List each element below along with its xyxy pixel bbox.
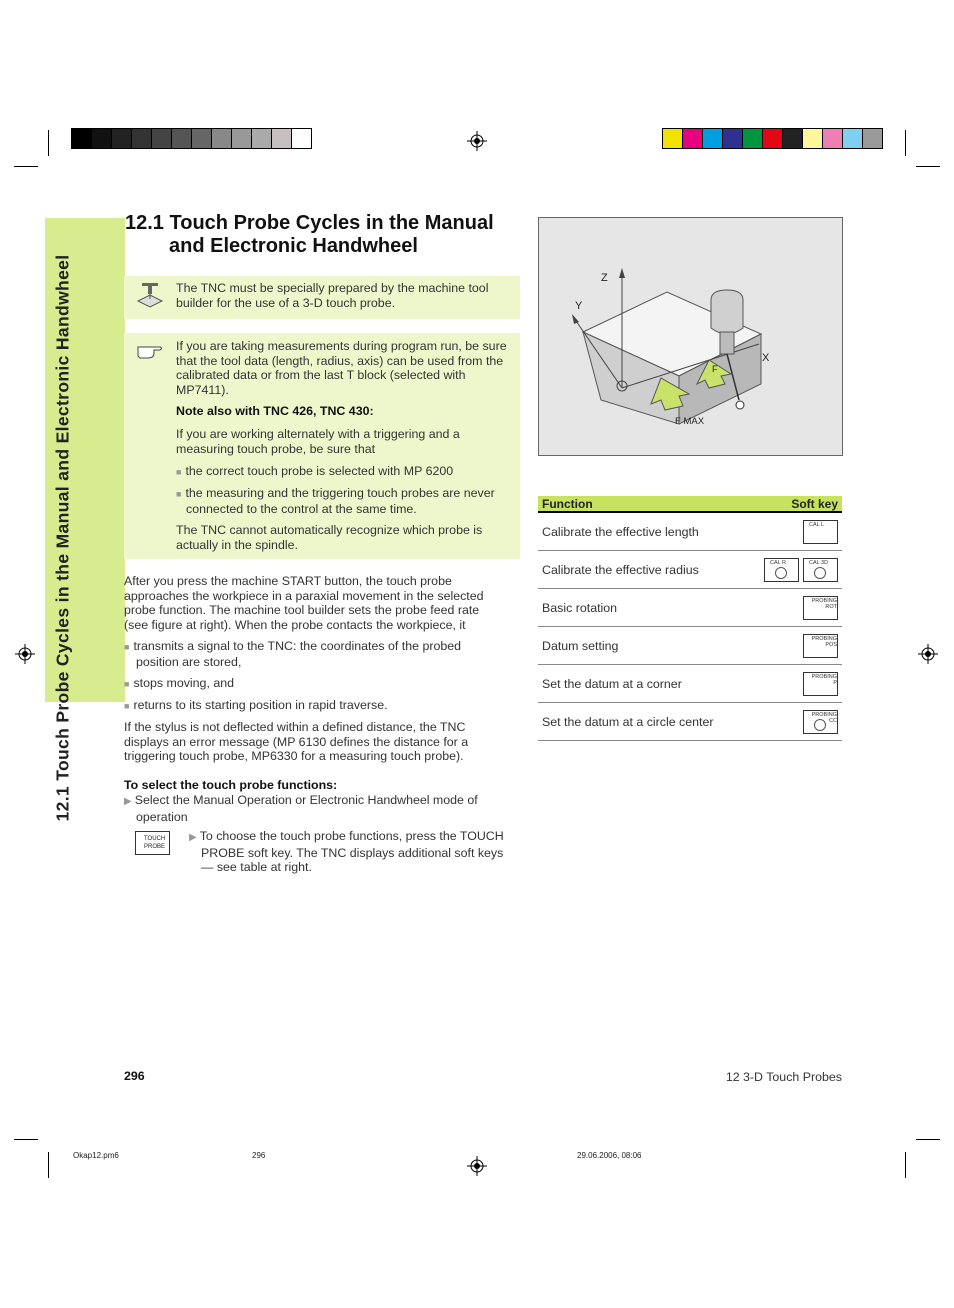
chapter-footer: 12 3-D Touch Probes [725,1070,842,1084]
calibration-swatch [743,129,762,148]
calibration-swatch [763,129,782,148]
crop-mark [14,166,38,167]
list-item: ■ transmits a signal to the TNC: the coordinates of the probed position are stored, [124,639,462,669]
calibration-swatch [192,129,211,148]
calibration-swatch [863,129,882,148]
page-number: 296 [124,1069,145,1083]
crop-mark [48,1152,49,1178]
crop-mark [916,1139,940,1140]
list-item: ■ returns to its starting position in rapid traverse. [124,698,388,712]
probing-corner-softkey[interactable]: PROBING P [803,672,838,696]
calibration-swatch [783,129,802,148]
function-cell: Datum setting [538,627,744,665]
note-heading: Note also with TNC 426, TNC 430: [176,404,374,418]
hand-note-box [124,333,520,559]
touch-probe-figure [538,217,843,456]
axis-label-x: X [762,352,770,364]
step-item: ▶ Select the Manual Operation or Electronic Handwheel mode of operation [124,793,478,824]
calibration-swatch [803,129,822,148]
note-text: If you are working alternately with a triggering and a measuring touch probe, be sure that [176,427,460,456]
axis-label-z: Z [601,272,608,284]
calibration-swatch [72,129,91,148]
touch-probe-machine-icon [136,281,164,309]
probing-circle-softkey[interactable]: PROBING CC [803,710,838,734]
calibration-swatch [112,129,131,148]
table-row [538,551,842,589]
probing-pos-softkey[interactable]: PROBING POS [803,634,838,658]
slug-page: 296 [252,1151,266,1160]
calibration-swatch [232,129,251,148]
function-cell: Calibrate the effective length [538,512,744,551]
touch-probe-softkey[interactable]: TOUCH PROBE [135,831,170,855]
calibration-swatch [843,129,862,148]
machine-note-text: The TNC must be specially prepared by the machine tool builder for the use of a 3-D touch probe. [176,281,489,310]
table-row [538,665,842,703]
function-cell: Basic rotation [538,589,744,627]
list-item: ■ the measuring and the triggering touch probes are never connected to the control at the same time. [176,486,495,516]
body-paragraph: If the stylus is not deflected within a defined distance, the TNC displays an error message (MP 6130 defines the distance for a triggering touch probe, MP6330 for a measuring touch probe). [124,720,469,764]
softkey-table [538,496,842,741]
note-closing: The TNC cannot automatically recognize which probe is actually in the spindle. [176,523,483,552]
cal-radius-softkey[interactable]: CAL R [764,558,799,582]
probing-rot-softkey[interactable]: PROBING ROT [803,596,838,620]
pointing-hand-icon [136,341,164,361]
crop-mark [905,130,906,156]
table-row [538,512,842,551]
cal-length-softkey[interactable]: CAL L [803,520,838,544]
calibration-swatch [152,129,171,148]
feed-label: F [712,364,718,374]
calibration-swatch [252,129,271,148]
function-cell: Set the datum at a circle center [538,703,744,741]
calibration-swatch [172,129,191,148]
cal-3d-softkey[interactable]: CAL 3D [803,558,838,582]
select-heading: To select the touch probe functions: [124,778,338,792]
calibration-swatch [92,129,111,148]
body-paragraph: After you press the machine START button, the touch probe approaches the workpiece in a paraxial movement in the selected probe function. The machine tool builder sets the probe feed rate (see figure at right). When the probe contacts the workpiece, it [124,574,484,632]
registration-mark-icon [467,131,487,151]
hand-note-text: If you are taking measurements during program run, be sure that the tool data (length, radius, axis) can be used from the calibrated data or from the last T block (selected with MP7411). [176,339,507,397]
step-item: ▶ To choose the touch probe functions, press the TOUCH PROBE soft key. The TNC displays additional soft keys — see table at right. [189,829,504,875]
page-title: 12.1 Touch Probe Cycles in the Manual and Electronic Handwheel [125,212,494,257]
column-header-softkey: Soft key [744,496,842,512]
crop-mark [916,166,940,167]
column-header-function: Function [538,496,744,512]
registration-mark-icon [918,644,938,664]
slug-datetime: 29.06.2006, 08:06 [577,1151,642,1160]
sidebar-title: 12.1 Touch Probe Cycles in the Manual and Electronic Handwheel [52,254,72,822]
calibration-swatch [663,129,682,148]
calibration-swatch [683,129,702,148]
crop-mark [905,1152,906,1178]
calibration-swatch [132,129,151,148]
table-row [538,703,842,741]
list-item: ■ the correct touch probe is selected with MP 6200 [176,464,454,478]
axis-label-y: Y [575,300,583,312]
calibration-swatch [272,129,291,148]
function-cell: Calibrate the effective radius [538,551,744,589]
crop-mark [48,130,49,156]
machine-note-box [124,276,520,319]
function-cell: Set the datum at a corner [538,665,744,703]
calibration-swatch [703,129,722,148]
calibration-swatch [212,129,231,148]
crop-mark [14,1139,38,1140]
rapid-feed-label: F MAX [675,416,705,427]
table-row [538,627,842,665]
table-row [538,589,842,627]
registration-mark-icon [467,1156,487,1176]
calibration-swatch [823,129,842,148]
list-item: ■ stops moving, and [124,676,234,690]
calibration-swatch [292,129,311,148]
calibration-swatch [723,129,742,148]
slug-file: Okap12.pm6 [73,1151,119,1160]
